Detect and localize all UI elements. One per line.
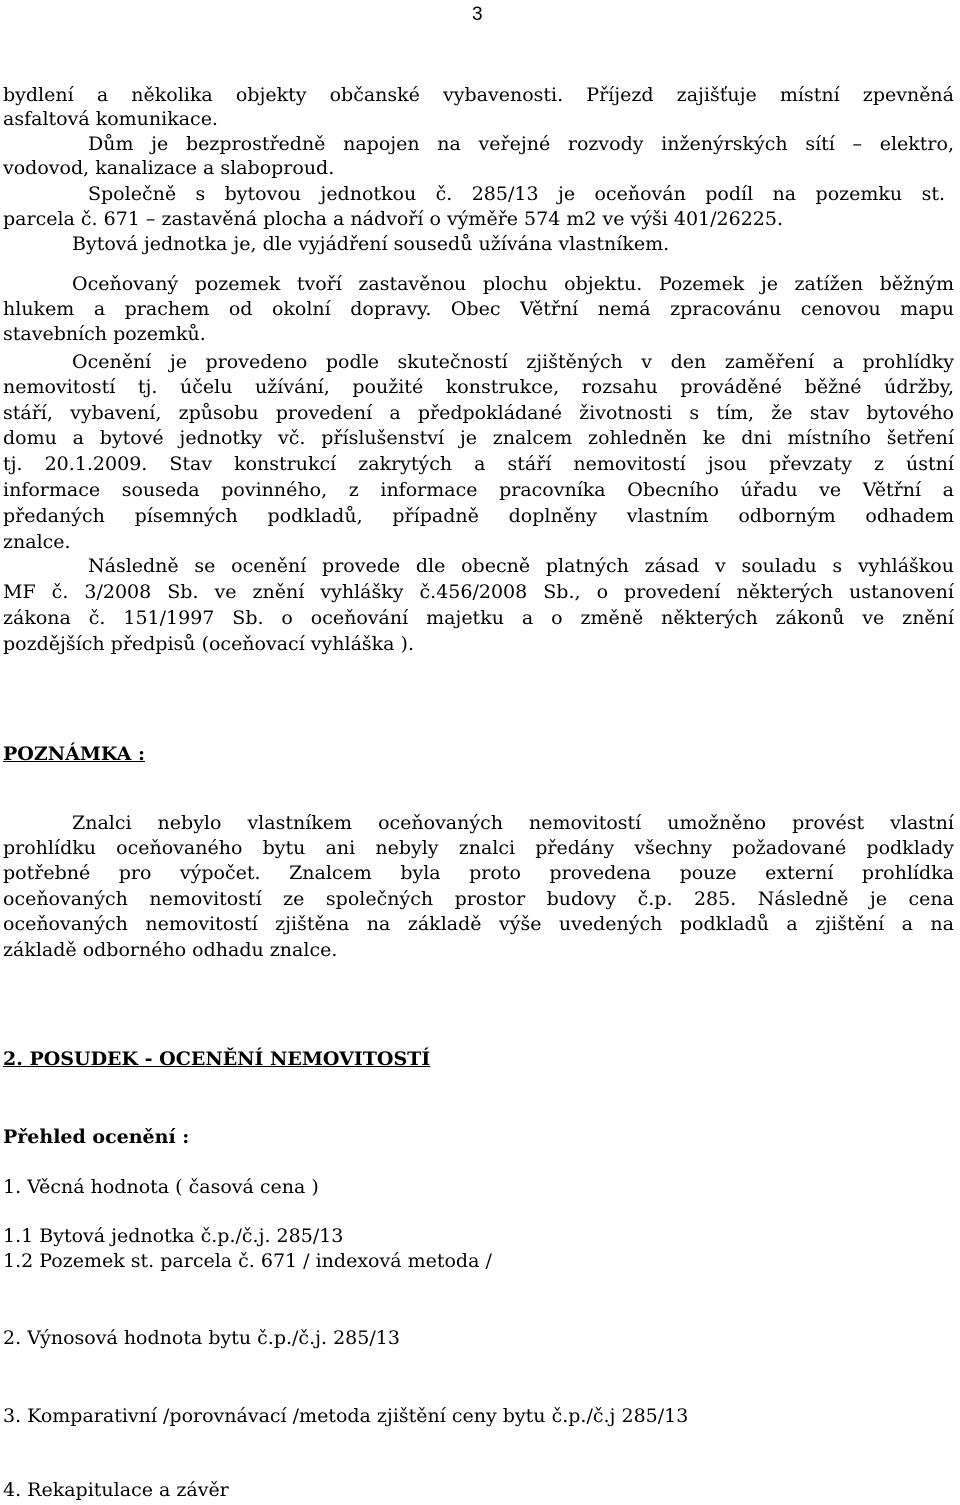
paragraph-line: vodovod, kanalizace a slaboproud. [3,157,335,179]
overview-item: 3. Komparativní /porovnávací /metoda zjištění ceny bytu č.p./č.j 285/13 [3,1405,689,1427]
paragraph-line: Oceňovaný pozemek tvoří zastavěnou plochu objektu. Pozemek je zatížen běžným [72,273,954,295]
overview-item: 1.1 Bytová jednotka č.p./č.j. 285/13 [3,1225,344,1247]
paragraph-line: Následně se ocenění provede dle obecně platných zásad v souladu s vyhláškou [88,555,954,577]
note-heading: POZNÁMKA : [3,743,145,765]
paragraph-line: domu a bytové jednotky vč. příslušenství je znalcem zohledněn ke dni místního šetření [3,427,954,449]
paragraph-line: Společně s bytovou jednotkou č. 285/13 je oceňován podíl na pozemku st. [88,183,945,205]
paragraph-line: stavebních pozemků. [3,323,206,345]
note-line: oceňovaných nemovitostí zjištěna na základě výše uvedených podkladů a zjištění a na [3,913,954,935]
note-line: Znalci nebylo vlastníkem oceňovaných nemovitostí umožněno provést vlastní [72,812,954,834]
paragraph-line: nemovitostí tj. účelu užívání, použité konstrukce, rozsahu prováděné běžné údržby, [3,376,954,398]
overview-item: 1.2 Pozemek st. parcela č. 671 / indexová metoda / [3,1250,492,1272]
paragraph-line: předaných písemných podkladů, případně doplněny vlastním odborným odhadem [3,505,954,527]
paragraph-line: zákona č. 151/1997 Sb. o oceňování majetku a o změně některých zákonů ve znění [3,607,954,629]
note-line: prohlídku oceňovaného bytu ani nebyly znalci předány všechny požadované podklady [3,837,954,859]
paragraph-line: Dům je bezprostředně napojen na veřejné rozvody inženýrských sítí – elektro, [88,133,954,155]
paragraph-line: hlukem a prachem od okolní dopravy. Obec Větřní nemá zpracovánu cenovou mapu [3,298,954,320]
paragraph-line: bydlení a několika objekty občanské vybavenosti. Příjezd zajišťuje místní zpevněná [3,84,954,106]
note-line: základě odborného odhadu znalce. [3,939,338,961]
paragraph-line: tj. 20.1.2009. Stav konstrukcí zakrytých a stáří nemovitostí jsou převzaty z ústní [3,453,954,475]
paragraph-line: asfaltová komunikace. [3,108,218,130]
paragraph-line: Bytová jednotka je, dle vyjádření sousedů užívána vlastníkem. [72,233,670,255]
paragraph-line: informace souseda povinného, z informace pracovníka Obecního úřadu ve Větřní a [3,479,954,501]
paragraph-line: MF č. 3/2008 Sb. ve znění vyhlášky č.456/2008 Sb., o provedení některých ustanovení [3,581,954,603]
paragraph-line: Ocenění je provedeno podle skutečností zjištěných v den zaměření a prohlídky [72,351,954,373]
paragraph-line: parcela č. 671 – zastavěná plocha a nádvoří o výměře 574 m2 ve výši 401/26225. [3,208,784,230]
section-heading: 2. POSUDEK - OCENĚNÍ NEMOVITOSTÍ [3,1048,431,1070]
paragraph-line: znalce. [3,531,71,553]
note-line: oceňovaných nemovitostí ze společných prostor budovy č.p. 285. Následně je cena [3,888,954,910]
overview-item: 1. Věcná hodnota ( časová cena ) [3,1176,319,1198]
paragraph-line: pozdějších předpisů (oceňovací vyhláška ). [3,633,414,655]
overview-item: 4. Rekapitulace a závěr [3,1479,229,1501]
paragraph-line: stáří, vybavení, způsobu provedení a předpokládané životnosti s tím, že stav bytového [3,402,954,424]
page-number: 3 [472,4,483,25]
note-line: potřebné pro výpočet. Znalcem byla proto provedena pouze externí prohlídka [3,862,954,884]
overview-heading: Přehled ocenění : [3,1126,190,1148]
overview-item: 2. Výnosová hodnota bytu č.p./č.j. 285/13 [3,1327,400,1349]
